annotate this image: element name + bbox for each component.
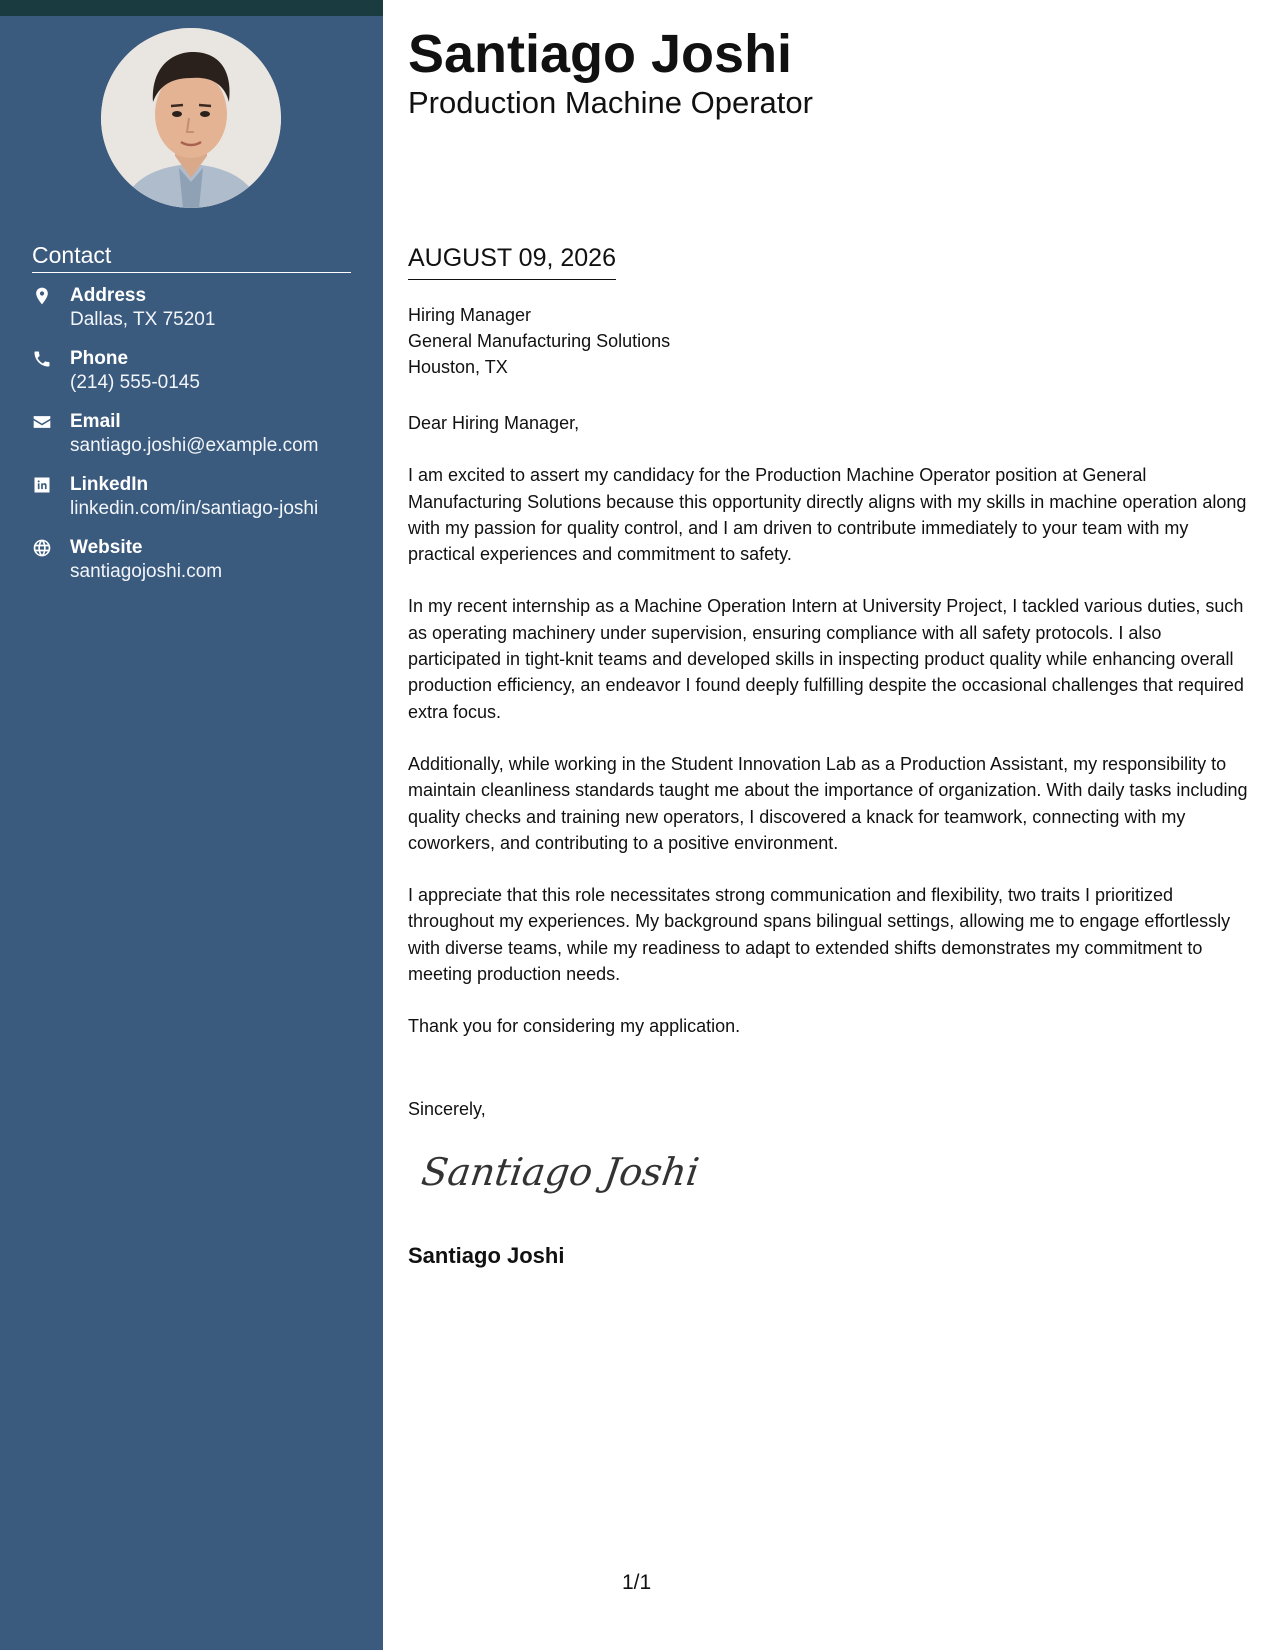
contact-value: santiago.joshi@example.com <box>70 435 319 456</box>
signer-name: Santiago Joshi <box>408 1243 565 1268</box>
recipient-line: Houston, TX <box>408 357 508 377</box>
phone-icon <box>32 347 70 369</box>
body-paragraph: Thank you for considering my application. <box>408 1016 741 1037</box>
body-paragraph: In my recent internship as a Machine Operation Intern at University Project, I tackled various duties, such as operating machinery under supervision, ensuring compliance with all safety protocols. I also participated in tight-knit teams and developed skills in inspecting product quality while enhancing overall production efficiency, an endeavor I found deeply fulfilling despite the occasional challenges that required extra focus. <box>408 596 1244 722</box>
contact-address <box>32 284 362 332</box>
job-title: Production Machine Operator <box>408 85 813 120</box>
contact-email <box>32 410 362 458</box>
envelope-icon <box>32 410 70 432</box>
map-pin-icon <box>32 284 70 306</box>
contact-website <box>32 536 362 584</box>
recipient-line: General Manufacturing Solutions <box>408 331 671 351</box>
letter-body <box>408 410 1248 1066</box>
contact-value: santiagojoshi.com <box>70 561 223 582</box>
avatar <box>101 28 281 208</box>
page-number: 1/1 <box>622 1571 652 1594</box>
contact-list <box>32 284 362 599</box>
contact-label: Address <box>70 285 147 306</box>
contact-label: Email <box>70 411 121 432</box>
contact-label: Phone <box>70 348 129 369</box>
closing: Sincerely, <box>408 1099 486 1119</box>
recipient-line: Hiring Manager <box>408 305 532 325</box>
body-paragraph: I am excited to assert my candidacy for the Production Machine Operator position at General Manufacturing Solutions because this opportunity directly aligns with my skills in machine operation along with my passion for quality control, and I am driven to contribute immediately to your team with my practical experiences and commitment to safety. <box>408 465 1247 565</box>
applicant-name: Santiago Joshi <box>408 24 793 84</box>
body-paragraph: I appreciate that this role necessitates strong communication and flexibility, two traits I prioritized throughout my experiences. My background spans bilingual settings, allowing me to engage effortlessly with diverse teams, while my readiness to adapt to extended shifts demonstrates my commitment to meeting production needs. <box>408 885 1231 985</box>
linkedin-icon <box>32 473 70 495</box>
contact-label: Website <box>70 537 143 558</box>
contact-heading: Contact <box>32 242 351 273</box>
recipient-block <box>408 302 670 380</box>
contact-label: LinkedIn <box>70 474 149 495</box>
sidebar <box>0 16 383 1650</box>
contact-value: (214) 555-0145 <box>70 372 200 393</box>
profile-photo <box>101 28 281 208</box>
contact-value: linkedin.com/in/santiago-joshi <box>70 498 319 519</box>
handwritten-signature: Santiago Joshi <box>418 1150 702 1194</box>
salutation: Dear Hiring Manager, <box>408 413 580 433</box>
contact-value: Dallas, TX 75201 <box>70 309 216 330</box>
body-paragraph: Additionally, while working in the Student Innovation Lab as a Production Assistant, my responsibility to maintain cleanliness standards taught me about the importance of organization. With daily tasks including quality checks and training new operators, I discovered a knack for teamwork, connecting with my coworkers, and contributing to a positive environment. <box>408 753 1248 853</box>
letter-date: AUGUST 09, 2026 <box>408 242 616 280</box>
globe-icon <box>32 536 70 558</box>
contact-phone <box>32 347 362 395</box>
contact-linkedin <box>32 473 362 521</box>
top-accent-bar <box>0 0 383 16</box>
